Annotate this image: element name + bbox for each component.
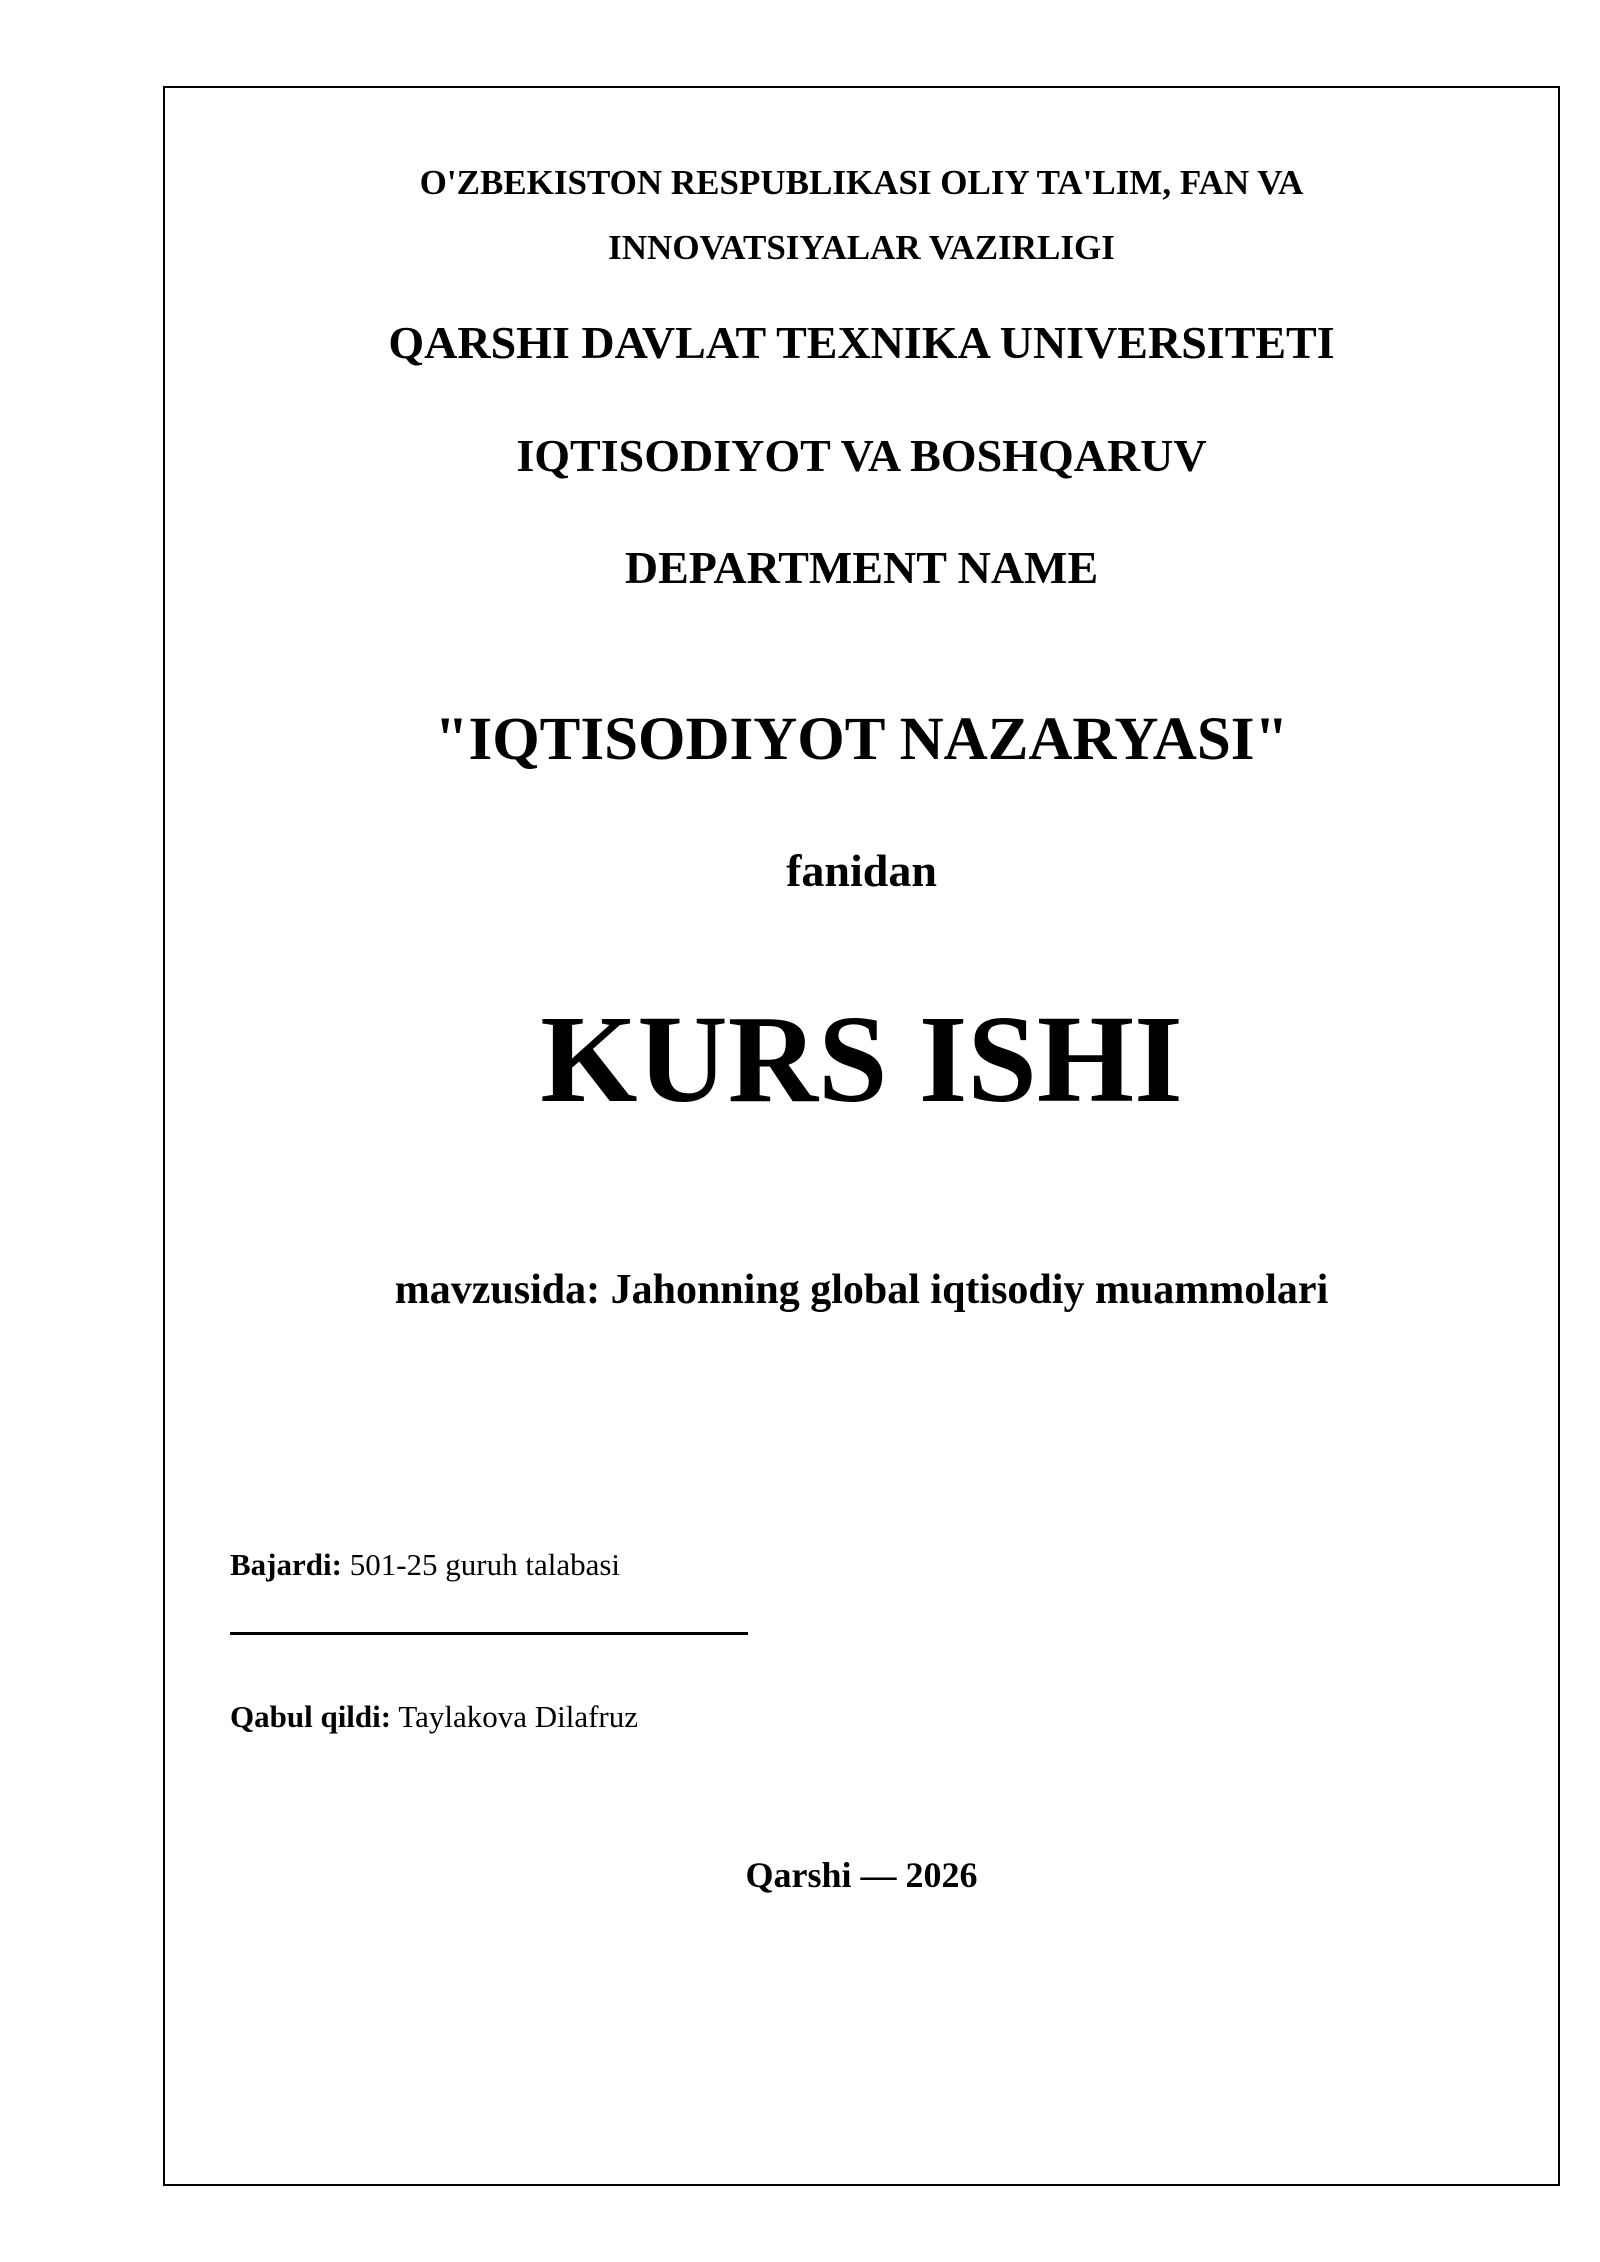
faculty-name: IQTISODIYOT VA BOSHQARUV: [516, 430, 1207, 481]
accepted-by-label: Qabul qildi:: [230, 1699, 392, 1734]
accepted-by-field: [230, 1695, 638, 1739]
ministry-name: [163, 150, 1560, 280]
city-year-footer: Qarshi — 2026: [745, 1855, 978, 1895]
performer-field: [230, 1543, 620, 1587]
ministry-line-2: INNOVATSIYALAR VAZIRLIGI: [608, 228, 1115, 267]
department-name: DEPARTMENT NAME: [624, 542, 1099, 593]
signature-line: [230, 1632, 748, 1635]
performer-label: Bajardi:: [230, 1547, 342, 1582]
ministry-line-1: O'ZBEKISTON RESPUBLIKASI OLIY TA'LIM, FAN VA: [419, 163, 1304, 202]
subject-title: "IQTISODIYOT NAZARYASI": [434, 706, 1289, 773]
accepted-by-value: Taylakova Dilafruz: [398, 1699, 639, 1734]
performer-value: 501-25 guruh talabasi: [349, 1547, 621, 1582]
subject-suffix: fanidan: [786, 845, 937, 896]
topic-line: mavzusida: Jahonning global iqtisodiy muammolari: [394, 1267, 1329, 1313]
university-name: QARSHI DAVLAT TEXNIKA UNIVERSITETI: [388, 317, 1335, 368]
work-type-title: KURS ISHI: [540, 991, 1183, 1129]
